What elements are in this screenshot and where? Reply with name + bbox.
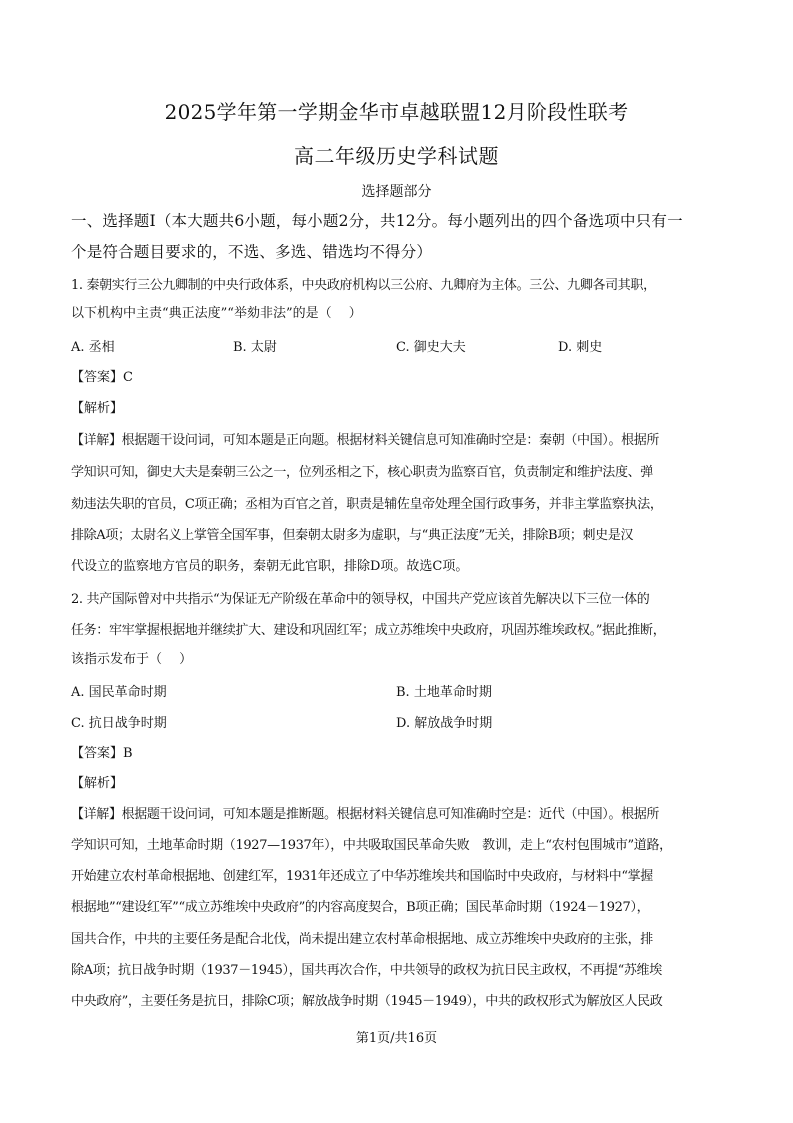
q2-detail-line-1: 【详解】根据题干设问词，可知本题是推断题。根据材料关键信息可知准确时空是：近代（中国）。根据所 (71, 807, 660, 822)
q2-analysis-label: 【解析】 (71, 776, 124, 791)
exam-title: 2025学年第一学期金华市卓越联盟12月阶段性联考 (164, 100, 629, 124)
q2-detail-line-3: 开始建立农村革命根据地、创建红军，1931年还成立了中华苏维埃共和国临时中央政府，与材料中“掌握 (71, 869, 653, 884)
q2-detail-line-7: 中央政府”，主要任务是抗日，排除C项；解放战争时期（1945－1949），中共的政权形式为解放区人民政 (71, 994, 663, 1009)
q2-option-c: C. 抗日战争时期 (71, 716, 167, 731)
q1-stem-line-1: 1. 秦朝实行三公九卿制的中央行政体系，中央政府机构以三公府、九卿府为主体。三公、九卿各司其职， (71, 278, 656, 293)
q2-detail-line-6: 除A项；抗日战争时期（1937－1945），国共再次合作，中共领导的政权为抗日民主政权，不再提“苏维埃 (71, 963, 662, 978)
exam-subtitle: 高二年级历史学科试题 (294, 144, 499, 168)
q1-detail-line-2: 学知识可知，御史大夫是秦朝三公之一，位列丞相之下，核心职责为监察百官，负责制定和维护法度、弹 (71, 465, 653, 480)
q2-stem-line-2: 任务：牢牢掌握根据地并继续扩大、建设和巩固红军；成立苏维埃中央政府，巩固苏维埃政权。”据此推断， (71, 623, 666, 638)
q2-detail-line-2: 学知识可知，土地革命时期（1927—1937年），中共吸取国民革命失败 教训，走上“农村包围城市”道路， (71, 838, 672, 853)
q2-option-d: D. 解放战争时期 (396, 716, 493, 731)
q1-option-b: B. 太尉 (233, 340, 277, 355)
q1-answer: 【答案】C (71, 370, 133, 385)
instructions-line-2: 个是符合题目要求的，不选、多选、错选均不得分） (71, 243, 433, 261)
q1-option-a: A. 丞相 (71, 340, 115, 355)
q2-detail-line-5: 国共合作，中共的主要任务是配合北伐，尚未提出建立农村革命根据地、成立苏维埃中央政府的主张，排 (71, 932, 653, 947)
q2-stem-line-3: 该指示发布于（ ） (71, 652, 193, 667)
q1-detail-line-5: 代设立的监察地方官员的职务，秦朝无此官职，排除D项。故选C项。 (71, 559, 469, 574)
q2-detail-line-4: 根据地”“建设红军”“成立苏维埃中央政府”的内容高度契合，B项正确；国民革命时期（1924－1927）， (71, 900, 650, 915)
page-footer: 第1页/共16页 (355, 1031, 438, 1046)
q2-answer: 【答案】B (71, 746, 133, 761)
q1-option-c: C. 御史大夫 (396, 340, 466, 355)
q1-stem-line-2: 以下机构中主责“典正法度”“举劾非法”的是（ ） (71, 306, 362, 321)
q2-option-a: A. 国民革命时期 (71, 685, 167, 700)
q1-detail-line-1: 【详解】根据题干设问词，可知本题是正向题。根据材料关键信息可知准确时空是：秦朝（中国）。根据所 (71, 433, 660, 448)
section-label: 选择题部分 (361, 184, 432, 200)
q1-detail-line-4: 排除A项；太尉名义上掌管全国军事，但秦朝太尉多为虚职，与“典正法度”无关，排除B项；刺史是汉 (71, 528, 634, 543)
q1-option-d: D. 刺史 (558, 340, 603, 355)
instructions-line-1: 一、选择题Ⅰ（本大题共6小题，每小题2分，共12分。每小题列出的四个备选项中只有一 (71, 212, 683, 230)
q1-analysis-label: 【解析】 (71, 401, 124, 416)
q1-detail-line-3: 劾违法失职的官员，C项正确；丞相为百官之首，职责是辅佐皇帝处理全国行政事务，并非主掌监察执法， (71, 497, 663, 512)
q2-option-b: B. 土地革命时期 (396, 685, 492, 700)
q2-stem-line-1: 2. 共产国际曾对中共指示“为保证无产阶级在革命中的领导权，中国共产党应该首先解决以下三位一体的 (71, 592, 650, 607)
